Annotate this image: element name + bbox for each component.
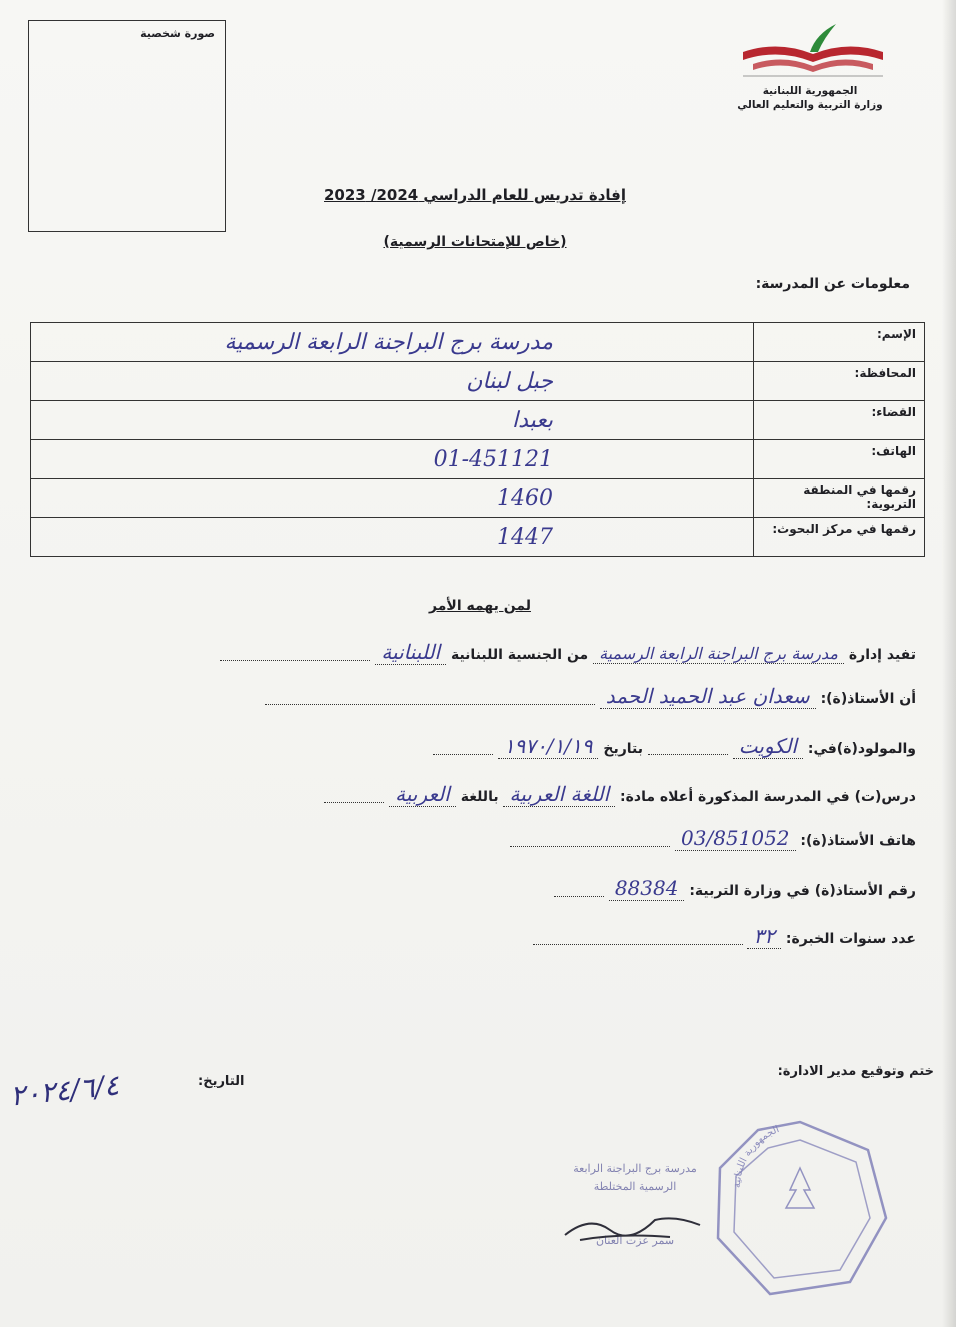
page-shadow	[942, 0, 956, 1327]
field-value: جبل لبنان	[31, 362, 754, 401]
ministry-text: وزارة التربية والتعليم العالي	[737, 99, 883, 111]
document-title: إفادة تدريس للعام الدراسي 2024/ 2023	[324, 186, 626, 204]
field-value: 01-451121	[31, 440, 754, 479]
document-subtitle: (خاص للإمتحانات الرسمية)	[383, 234, 567, 250]
statement-line-3	[433, 734, 916, 758]
statement-line-5	[510, 826, 916, 850]
table-row	[31, 479, 925, 518]
table-row	[31, 440, 925, 479]
line1-prefix: تفيد إدارة	[848, 647, 916, 663]
personal-photo-box	[28, 20, 226, 232]
statement-line-2	[265, 684, 916, 708]
stamp-line: الرسمية المختلطة	[593, 1180, 677, 1193]
statement-line-6	[554, 876, 916, 900]
stamp-line: مدرسة برج البراجنة الرابعة	[573, 1162, 697, 1175]
field-value: 1447	[31, 518, 754, 557]
line6-prefix: رقم الأستاذ(ة) في وزارة التربية:	[689, 883, 916, 899]
statement-line-4	[324, 782, 916, 806]
birth-date: ١٩٧٠/١/١٩	[498, 734, 599, 759]
stamp-line: سمر عزت العنان	[595, 1234, 675, 1247]
field-label: الهاتف:	[754, 440, 925, 479]
line3-prefix: والمولود(ة)في:	[807, 741, 916, 757]
table-row	[31, 323, 925, 362]
field-value: مدرسة برج البراجنة الرابعة الرسمية	[31, 323, 754, 362]
line4-prefix: درس(ت) في المدرسة المذكورة أعلاه مادة:	[620, 789, 916, 805]
svg-text:الجمهورية اللبنانية	[732, 1124, 781, 1188]
school-info-table	[30, 322, 925, 557]
field-label: القضاء:	[754, 401, 925, 440]
field-label: رقمها في المنطقة التربوية:	[754, 479, 925, 518]
table-row	[31, 401, 925, 440]
school-section-title: معلومات عن المدرسة:	[755, 276, 910, 292]
stamp-signature-label: ختم وتوقيع مدير الادارة:	[777, 1064, 934, 1079]
line1-school: مدرسة برج البراجنة الرابعة الرسمية	[593, 644, 844, 664]
seal-text: الجمهورية اللبنانية	[731, 1124, 781, 1189]
table-row	[31, 362, 925, 401]
line1-mid: من الجنسية اللبنانية	[450, 647, 589, 663]
ministry-logo-icon	[738, 22, 888, 82]
line7-prefix: عدد سنوات الخبرة:	[785, 931, 916, 947]
date-label: التاريخ:	[198, 1074, 245, 1089]
dotted-line	[533, 934, 743, 945]
language: العربية	[389, 782, 456, 807]
dotted-line	[510, 836, 670, 847]
line5-prefix: هاتف الأستاذ(ة):	[800, 833, 916, 849]
statement-line-1	[220, 640, 916, 664]
dotted-line	[648, 744, 728, 755]
teacher-name: سعدان عبد الحميد الحمد	[600, 684, 816, 709]
field-label: الإسم:	[754, 323, 925, 362]
ministry-number: 88384	[609, 876, 685, 901]
ministry-heading	[720, 84, 900, 112]
dotted-line	[265, 694, 595, 705]
date-value: ٢٠٢٤/٦/٤	[8, 1068, 121, 1113]
line3-date-label: بتاريخ	[603, 741, 643, 757]
signature-icon	[560, 1195, 710, 1255]
statement-line-7	[533, 924, 916, 948]
dotted-line	[324, 792, 384, 803]
field-label: المحافظة:	[754, 362, 925, 401]
experience-years: ٣٢	[747, 924, 780, 949]
dotted-line	[554, 886, 604, 897]
line1-nationality: اللبنانية	[375, 640, 446, 665]
field-value: بعبدا	[31, 401, 754, 440]
line4-lang-label: باللغة	[460, 789, 499, 805]
official-seal-icon	[710, 1118, 890, 1298]
field-value: 1460	[31, 479, 754, 518]
to-whom-heading: لمن يهمه الأمر	[429, 598, 531, 614]
birth-place: الكويت	[733, 734, 803, 759]
dotted-line	[433, 744, 493, 755]
line2-prefix: أن الأستاذ(ة):	[820, 691, 916, 707]
dotted-line	[220, 650, 370, 661]
teacher-phone: 03/851052	[675, 826, 796, 851]
subject: اللغة العربية	[503, 782, 615, 807]
table-row	[31, 518, 925, 557]
photo-label: صورة شخصية	[140, 27, 215, 40]
republic-text: الجمهورية اللبنانية	[762, 85, 858, 97]
field-label: رقمها في مركز البحوث:	[754, 518, 925, 557]
